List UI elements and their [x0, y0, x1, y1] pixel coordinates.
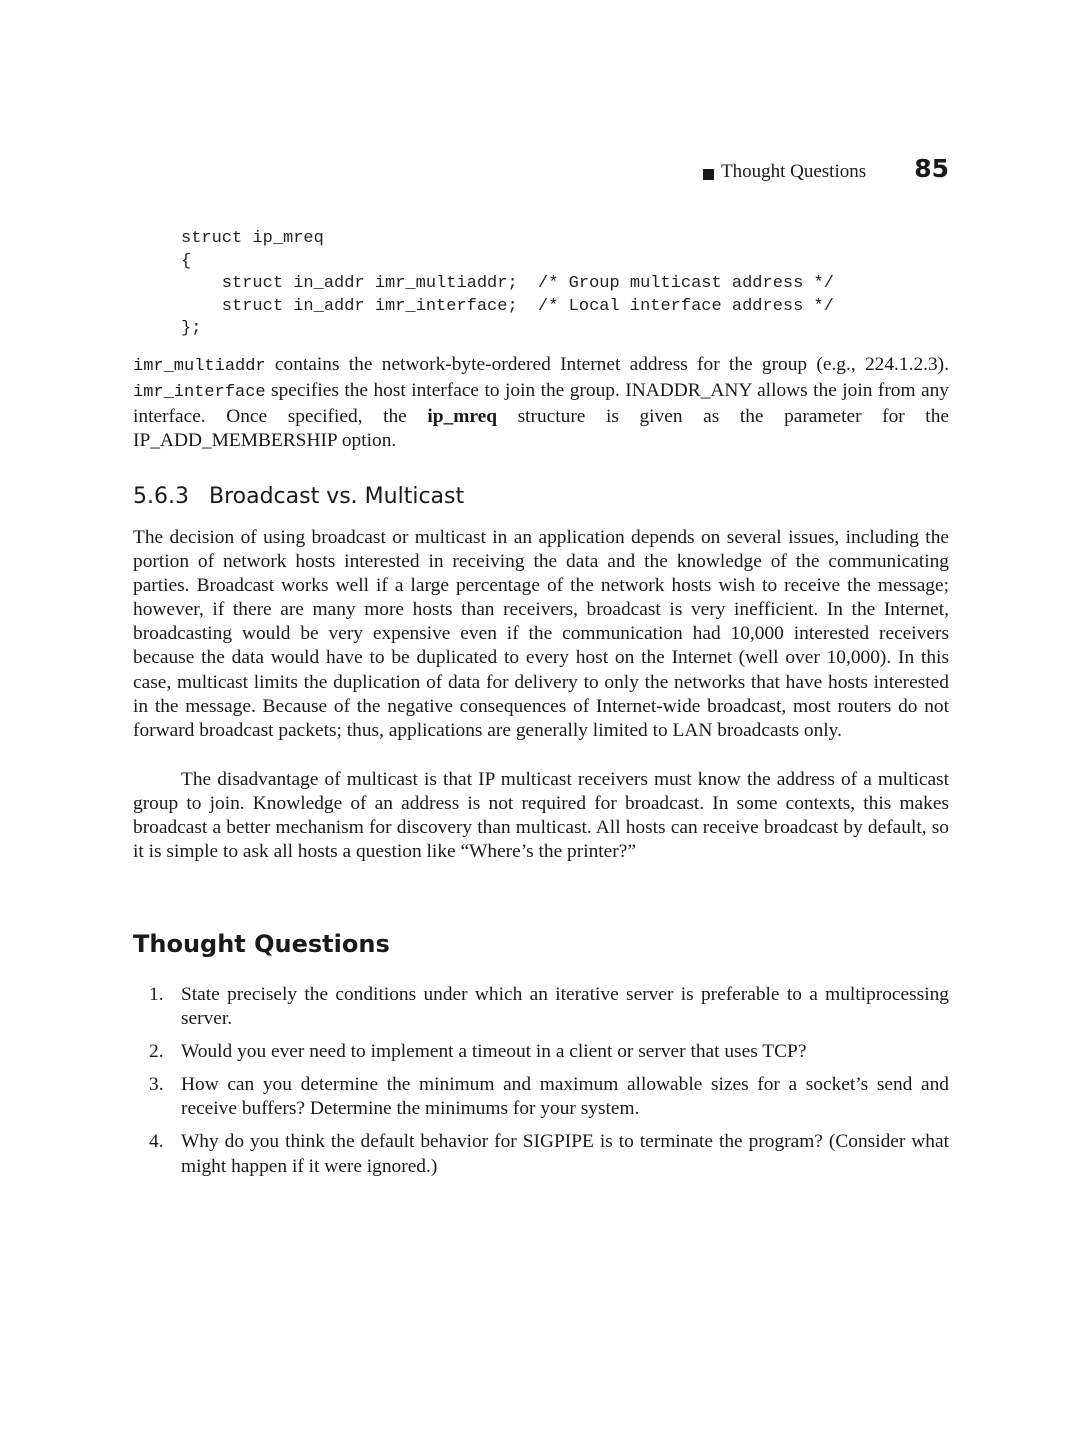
question-item: [133, 1073, 949, 1121]
question-text: Why do you think the default behavior for SIGPIPE is to terminate the program? (Consider what might happen if it were ignored.): [181, 1131, 949, 1177]
paragraph-broadcast-vs-multicast: The decision of using broadcast or multicast in an application depends on several issues, including the portion of network hosts interested in receiving the data and the knowledge of the communicating parties. Broadcast works well if a large percentage of the network hosts wish to receive the message; however, if there are many more hosts than receivers, broadcast is very inefficient. In the Internet, broadcasting would be very expensive even if the communication had 10,000 interested receivers because the data would have to be duplicated to every host on the Internet (well over 10,000). In this case, multicast limits the duplication of data for delivery to only the networks that have hosts interested in the message. Because of the negative consequences of Internet-wide broadcast, most routers do not forward broadcast packets; thus, applications are generally limited to LAN broadcasts only.: [133, 527, 949, 741]
page-number: 85: [914, 154, 949, 183]
code-line: struct in_addr imr_multiaddr; /* Group multicast address */: [181, 274, 834, 293]
code-line: {: [181, 251, 192, 271]
code-term: imr_multiaddr: [133, 357, 266, 376]
section-number: 5.6.3: [133, 484, 189, 509]
question-number: 3.: [149, 1074, 164, 1096]
code-term: imr_interface: [133, 383, 266, 403]
question-item: [133, 1040, 949, 1064]
section-heading: [133, 484, 464, 509]
question-number: 4.: [149, 1131, 164, 1153]
code-line: struct ip_mreq: [181, 229, 324, 248]
running-header-title: Thought Questions: [721, 161, 867, 182]
section-title: Broadcast vs. Multicast: [208, 484, 465, 509]
question-text: State precisely the conditions under which an iterative server is preferable to a multiprocessing server.: [181, 984, 949, 1030]
bold-term: ip_mreq: [427, 406, 498, 428]
questions-list: [133, 983, 949, 1188]
running-header: [133, 154, 949, 190]
code-line: struct in_addr imr_interface; /* Local interface address */: [181, 296, 834, 316]
paragraph-multicast-disadvantage: The disadvantage of multicast is that IP multicast receivers must know the address of a multicast group to join. Knowledge of an address is not required for broadcast. In some contexts, this makes broadcast a better mechanism for discovery than multicast. All hosts can receive broadcast by default, so it is simple to ask all hosts a question like “Where’s the printer?”: [133, 769, 949, 863]
code-block: [181, 228, 834, 341]
question-number: 1.: [149, 984, 164, 1005]
question-text: How can you determine the minimum and maximum allowable sizes for a socket’s send and receive buffers? Determine the minimums for your system.: [181, 1074, 949, 1120]
text-run: contains the network-byte-ordered Internet address for the group (e.g., 224.1.2.3).: [265, 354, 949, 375]
question-text: Would you ever need to implement a timeout in a client or server that uses TCP?: [181, 1041, 807, 1063]
paragraph-ip-mreq: [133, 353, 949, 453]
thought-questions-heading: Thought Questions: [133, 930, 390, 958]
code-line: };: [181, 319, 202, 338]
text-run: specifies the host interface to join the group. INADDR_ANY allows the join from any interface. Once specified, the: [133, 380, 949, 428]
question-item: [133, 983, 949, 1031]
question-item: [133, 1130, 949, 1178]
square-bullet-icon: [703, 169, 714, 180]
text-run: structure is given as the parameter for the IP_ADD_MEMBERSHIP option.: [133, 406, 949, 452]
question-number: 2.: [149, 1041, 164, 1063]
